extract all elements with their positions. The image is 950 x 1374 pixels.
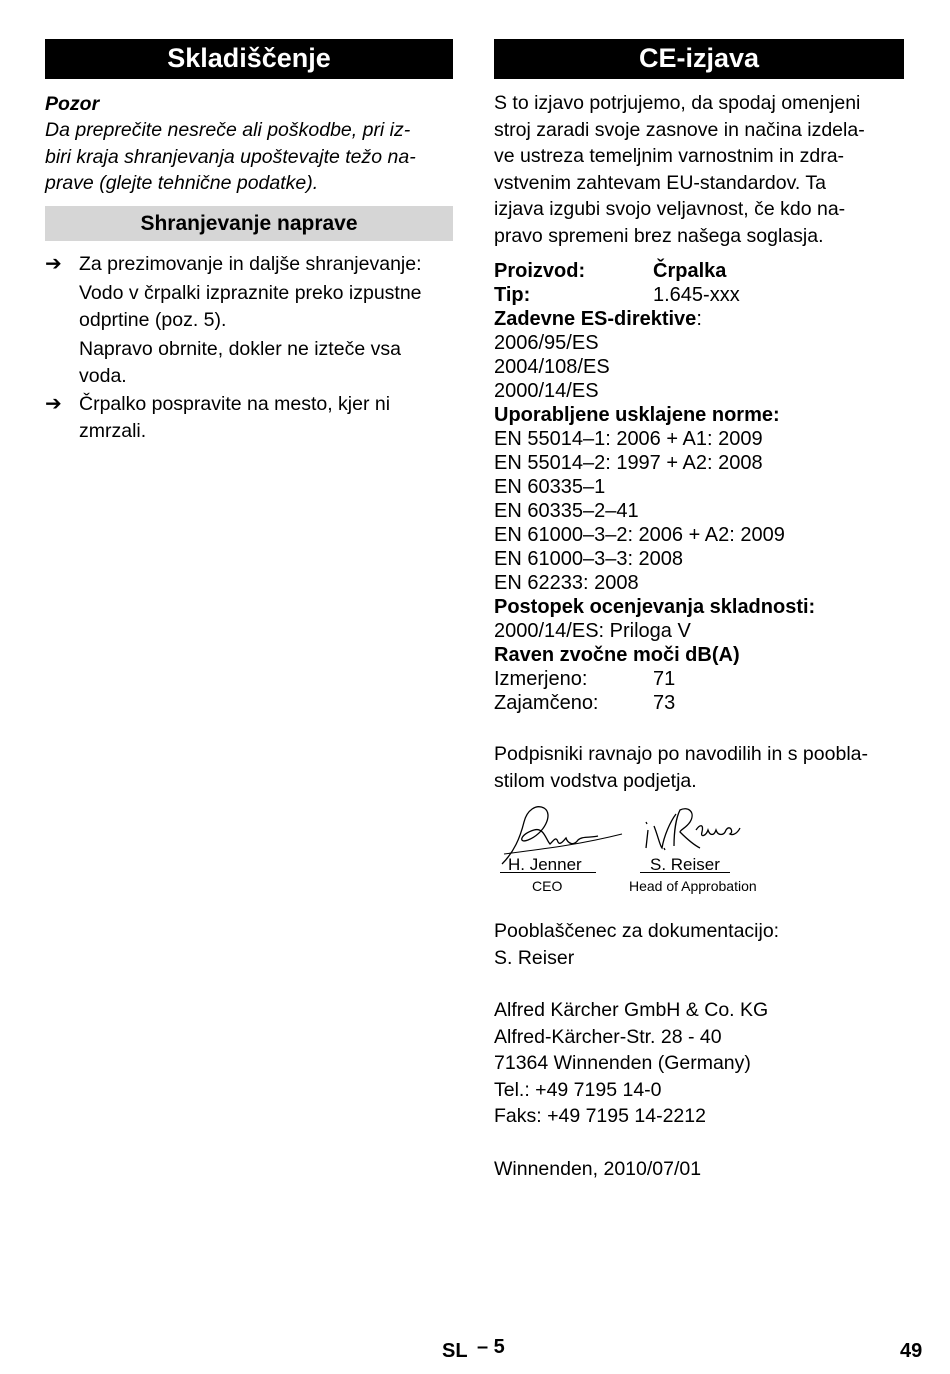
intro-line: S to izjavo potrjujemo, da spodaj omenjeni [494,92,861,114]
directives-label: Zadevne ES-direktive [494,308,697,330]
step-item [45,251,453,278]
address-line: Faks: +49 7195 14-2212 [494,1105,706,1127]
section-heading-storage: Skladiščenje [45,39,453,79]
arrow-right-icon: ➔ [45,252,62,275]
norm-item: EN 61000–3–3: 2008 [494,548,684,570]
directive-item: 2000/14/ES [494,380,599,402]
product-label: Proizvod: [494,260,586,282]
address-line: 71364 Winnenden (Germany) [494,1052,751,1074]
note-line: stilom vodstva podjetja. [494,769,697,792]
measured-row [494,667,904,691]
signatory-name: S. Reiser [650,855,720,874]
note-line: Podpisniki ravnajo po navodilih in s poobla- [494,743,868,765]
step-line: voda. [79,364,127,387]
signature-reiser-image [640,802,750,858]
type-label: Tip: [494,284,531,306]
signatory-name: H. Jenner [508,855,582,874]
step-item [45,336,453,390]
footer-page-number: 49 [900,1340,923,1362]
guaranteed-value: 73 [653,692,676,714]
signatory-role: Head of Approbation [629,878,757,894]
norm-item: EN 60335–1 [494,476,606,498]
authorized-label: Pooblaščenec za dokumentacijo: [494,920,780,942]
place-date: Winnenden, 2010/07/01 [494,1157,702,1180]
company-address [494,997,904,1130]
left-column [45,39,453,446]
guaranteed-label: Zajamčeno: [494,692,599,714]
step-line: Črpalko pospravite na mesto, kjer ni [79,392,391,415]
section-heading-ce-declaration: CE-izjava [494,39,904,79]
subheading-storing-device: Shranjevanje naprave [45,206,453,241]
directive-item: 2006/95/ES [494,332,599,354]
declaration-intro [494,90,904,249]
guaranteed-row [494,691,904,715]
footer-section-page: – 5 [477,1336,505,1358]
product-value: Črpalka [653,260,727,282]
documentation-authority [494,918,904,971]
step-line: zmrzali. [79,419,147,442]
address-line: Tel.: +49 7195 14-0 [494,1078,662,1101]
intro-line: izjava izgubi svojo veljavnost, če kdo na- [494,198,846,220]
address-line: Alfred Kärcher GmbH & Co. KG [494,999,769,1021]
intro-line: stroj zaradi svoje zasnove in načina izdela- [494,118,865,141]
norm-item: EN 60335–2–41 [494,500,639,522]
caution-line: Da preprečite nesreče ali poškodbe, pri iz- [45,119,411,141]
step-item [45,280,453,334]
measured-value: 71 [653,668,676,690]
storage-steps [45,251,453,445]
caution-text [45,117,453,197]
step-line: Za prezimovanje in daljše shranjevanje: [79,252,422,275]
intro-line: vstvenim zahtevam EU-standardov. Ta [494,171,827,194]
right-column [494,39,904,1182]
signatory-role: CEO [532,878,563,894]
intro-line: pravo spremeni brez našega soglasja. [494,224,824,247]
caution-line: prave (glejte tehnične podatke). [45,172,319,194]
type-value: 1.645-xxx [653,284,740,306]
signatures-block [494,800,904,904]
type-row [494,283,904,307]
step-line: Vodo v črpalki izpraznite preko izpustne [79,281,422,304]
procedure-label: Postopek ocenjevanja skladnosti: [494,596,816,618]
norm-item: EN 55014–2: 1997 + A2: 2008 [494,452,763,474]
directive-item: 2004/108/ES [494,356,610,378]
directives-heading [494,307,904,331]
caution-line: biri kraja shranjevanja upoštevajte težo na- [45,145,416,168]
norm-item: EN 62233: 2008 [494,572,639,594]
step-line: Napravo obrnite, dokler ne izteče vsa [79,337,401,360]
signatories-note [494,741,904,794]
directives-colon: : [696,308,702,330]
step-item [45,391,453,445]
caution-title: Pozor [45,93,100,115]
arrow-right-icon: ➔ [45,392,62,415]
measured-label: Izmerjeno: [494,668,588,690]
norm-item: EN 61000–3–2: 2006 + A2: 2009 [494,524,785,546]
footer-language-code: SL [442,1340,468,1362]
product-row [494,259,904,283]
sound-power-label: Raven zvočne moči dB(A) [494,644,740,666]
intro-line: ve ustreza temeljnim varnostnim in zdra- [494,145,845,167]
norm-item: EN 55014–1: 2006 + A1: 2009 [494,428,763,450]
norms-label: Uporabljene usklajene norme: [494,404,780,426]
step-line: odprtine (poz. 5). [79,308,227,331]
authorized-name: S. Reiser [494,946,575,969]
procedure-value: 2000/14/ES: Priloga V [494,620,691,642]
declaration-specs [494,259,904,715]
address-line: Alfred-Kärcher-Str. 28 - 40 [494,1025,722,1048]
